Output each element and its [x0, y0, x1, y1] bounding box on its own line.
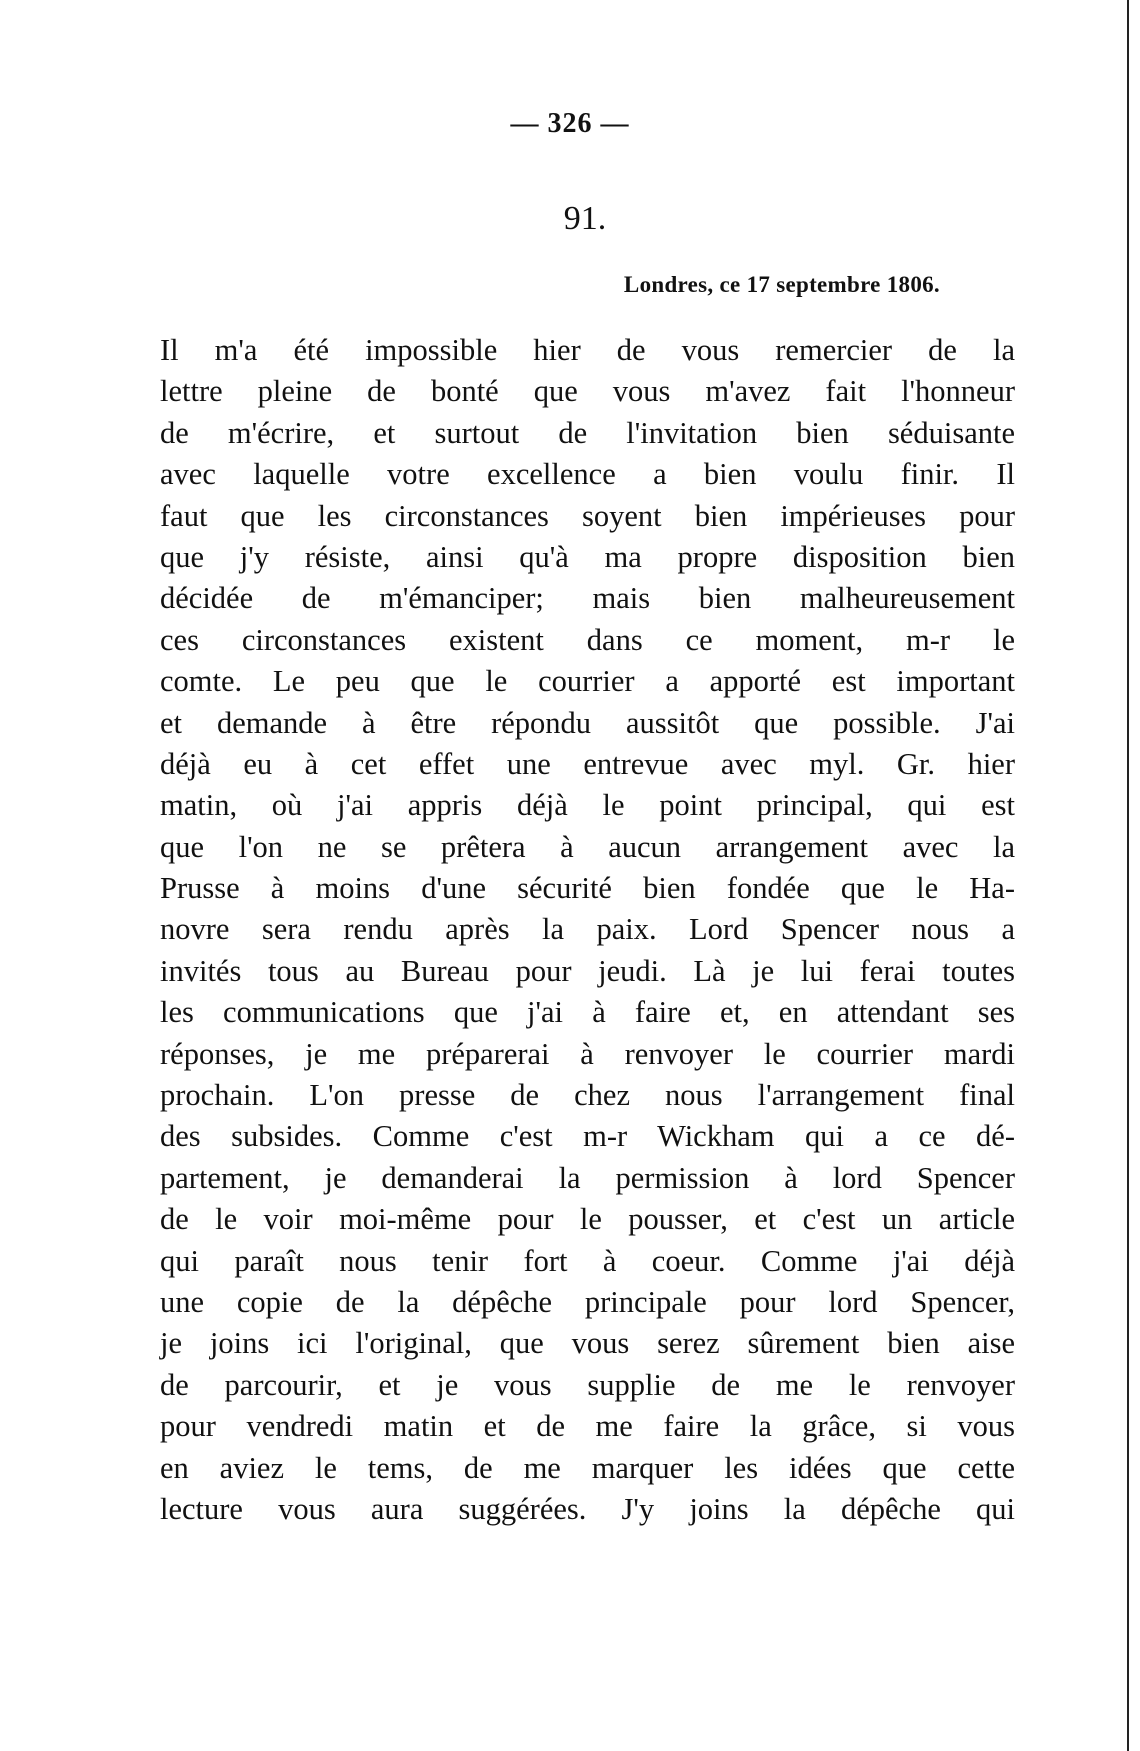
body-line: lecture vous aura suggérées. J'y joins la dépêche qui — [160, 1491, 1015, 1526]
body-line: de m'écrire, et surtout de l'invitation bien séduisante — [160, 415, 1015, 450]
body-line: invités tous au Bureau pour jeudi. Là je lui ferai toutes — [160, 953, 1015, 988]
page-number: — 326 — — [510, 108, 630, 139]
body-line: avec laquelle votre excellence a bien voulu finir. Il — [160, 457, 1015, 492]
body-line: comte. Le peu que le courrier a apporté est important — [160, 664, 1015, 699]
body-line: les communications que j'ai à faire et, en attendant ses — [160, 995, 1015, 1030]
body-line: déjà eu à cet effet une entrevue avec myl. Gr. hier — [160, 746, 1015, 781]
body-line: des subsides. Comme c'est m-r Wickham qui a ce dé- — [160, 1119, 1015, 1154]
body-line: de parcourir, et je vous supplie de me le renvoyer — [160, 1367, 1015, 1402]
body-line: matin, où j'ai appris déjà le point principal, qui est — [160, 788, 1015, 823]
letter-number: 91. — [563, 200, 607, 237]
dateline: Londres, ce 17 septembre 1806. — [623, 272, 940, 297]
body-line: lettre pleine de bonté que vous m'avez fait l'honneur — [160, 374, 1015, 409]
body-line: Il m'a été impossible hier de vous remercier de la — [160, 333, 1015, 367]
body-line: partement, je demanderai la permission à lord Spencer — [160, 1160, 1015, 1195]
body-line: de le voir moi-même pour le pousser, et c'est un article — [160, 1202, 1015, 1237]
body-line: décidée de m'émanciper; mais bien malheureusement — [160, 581, 1015, 616]
body-line: faut que les circonstances soyent bien impérieuses pour — [160, 498, 1015, 533]
body-line: Prusse à moins d'une sécurité bien fondée que le Ha- — [160, 871, 1015, 906]
body-line: en aviez le tems, de me marquer les idées que cette — [160, 1450, 1015, 1485]
body-line: prochain. L'on presse de chez nous l'arrangement final — [160, 1078, 1015, 1113]
body-line: je joins ici l'original, que vous serez sûrement bien aise — [160, 1326, 1015, 1361]
page-edge-rule — [1127, 0, 1129, 1751]
body-line: et demande à être répondu aussitôt que possible. J'ai — [160, 705, 1015, 740]
body-line: novre sera rendu après la paix. Lord Spencer nous a — [160, 912, 1015, 947]
body-line: que l'on ne se prêtera à aucun arrangement avec la — [160, 829, 1015, 864]
body-line: pour vendredi matin et de me faire la grâce, si vous — [160, 1409, 1015, 1444]
body-line: une copie de la dépêche principale pour lord Spencer, — [160, 1284, 1015, 1319]
body-line: qui paraît nous tenir fort à coeur. Comme j'ai déjà — [160, 1243, 1015, 1278]
letter-body — [160, 330, 1015, 1530]
body-line: réponses, je me préparerai à renvoyer le courrier mardi — [160, 1036, 1015, 1071]
body-line: que j'y résiste, ainsi qu'à ma propre disposition bien — [160, 539, 1015, 574]
body-line: ces circonstances existent dans ce moment, m-r le — [160, 622, 1015, 657]
